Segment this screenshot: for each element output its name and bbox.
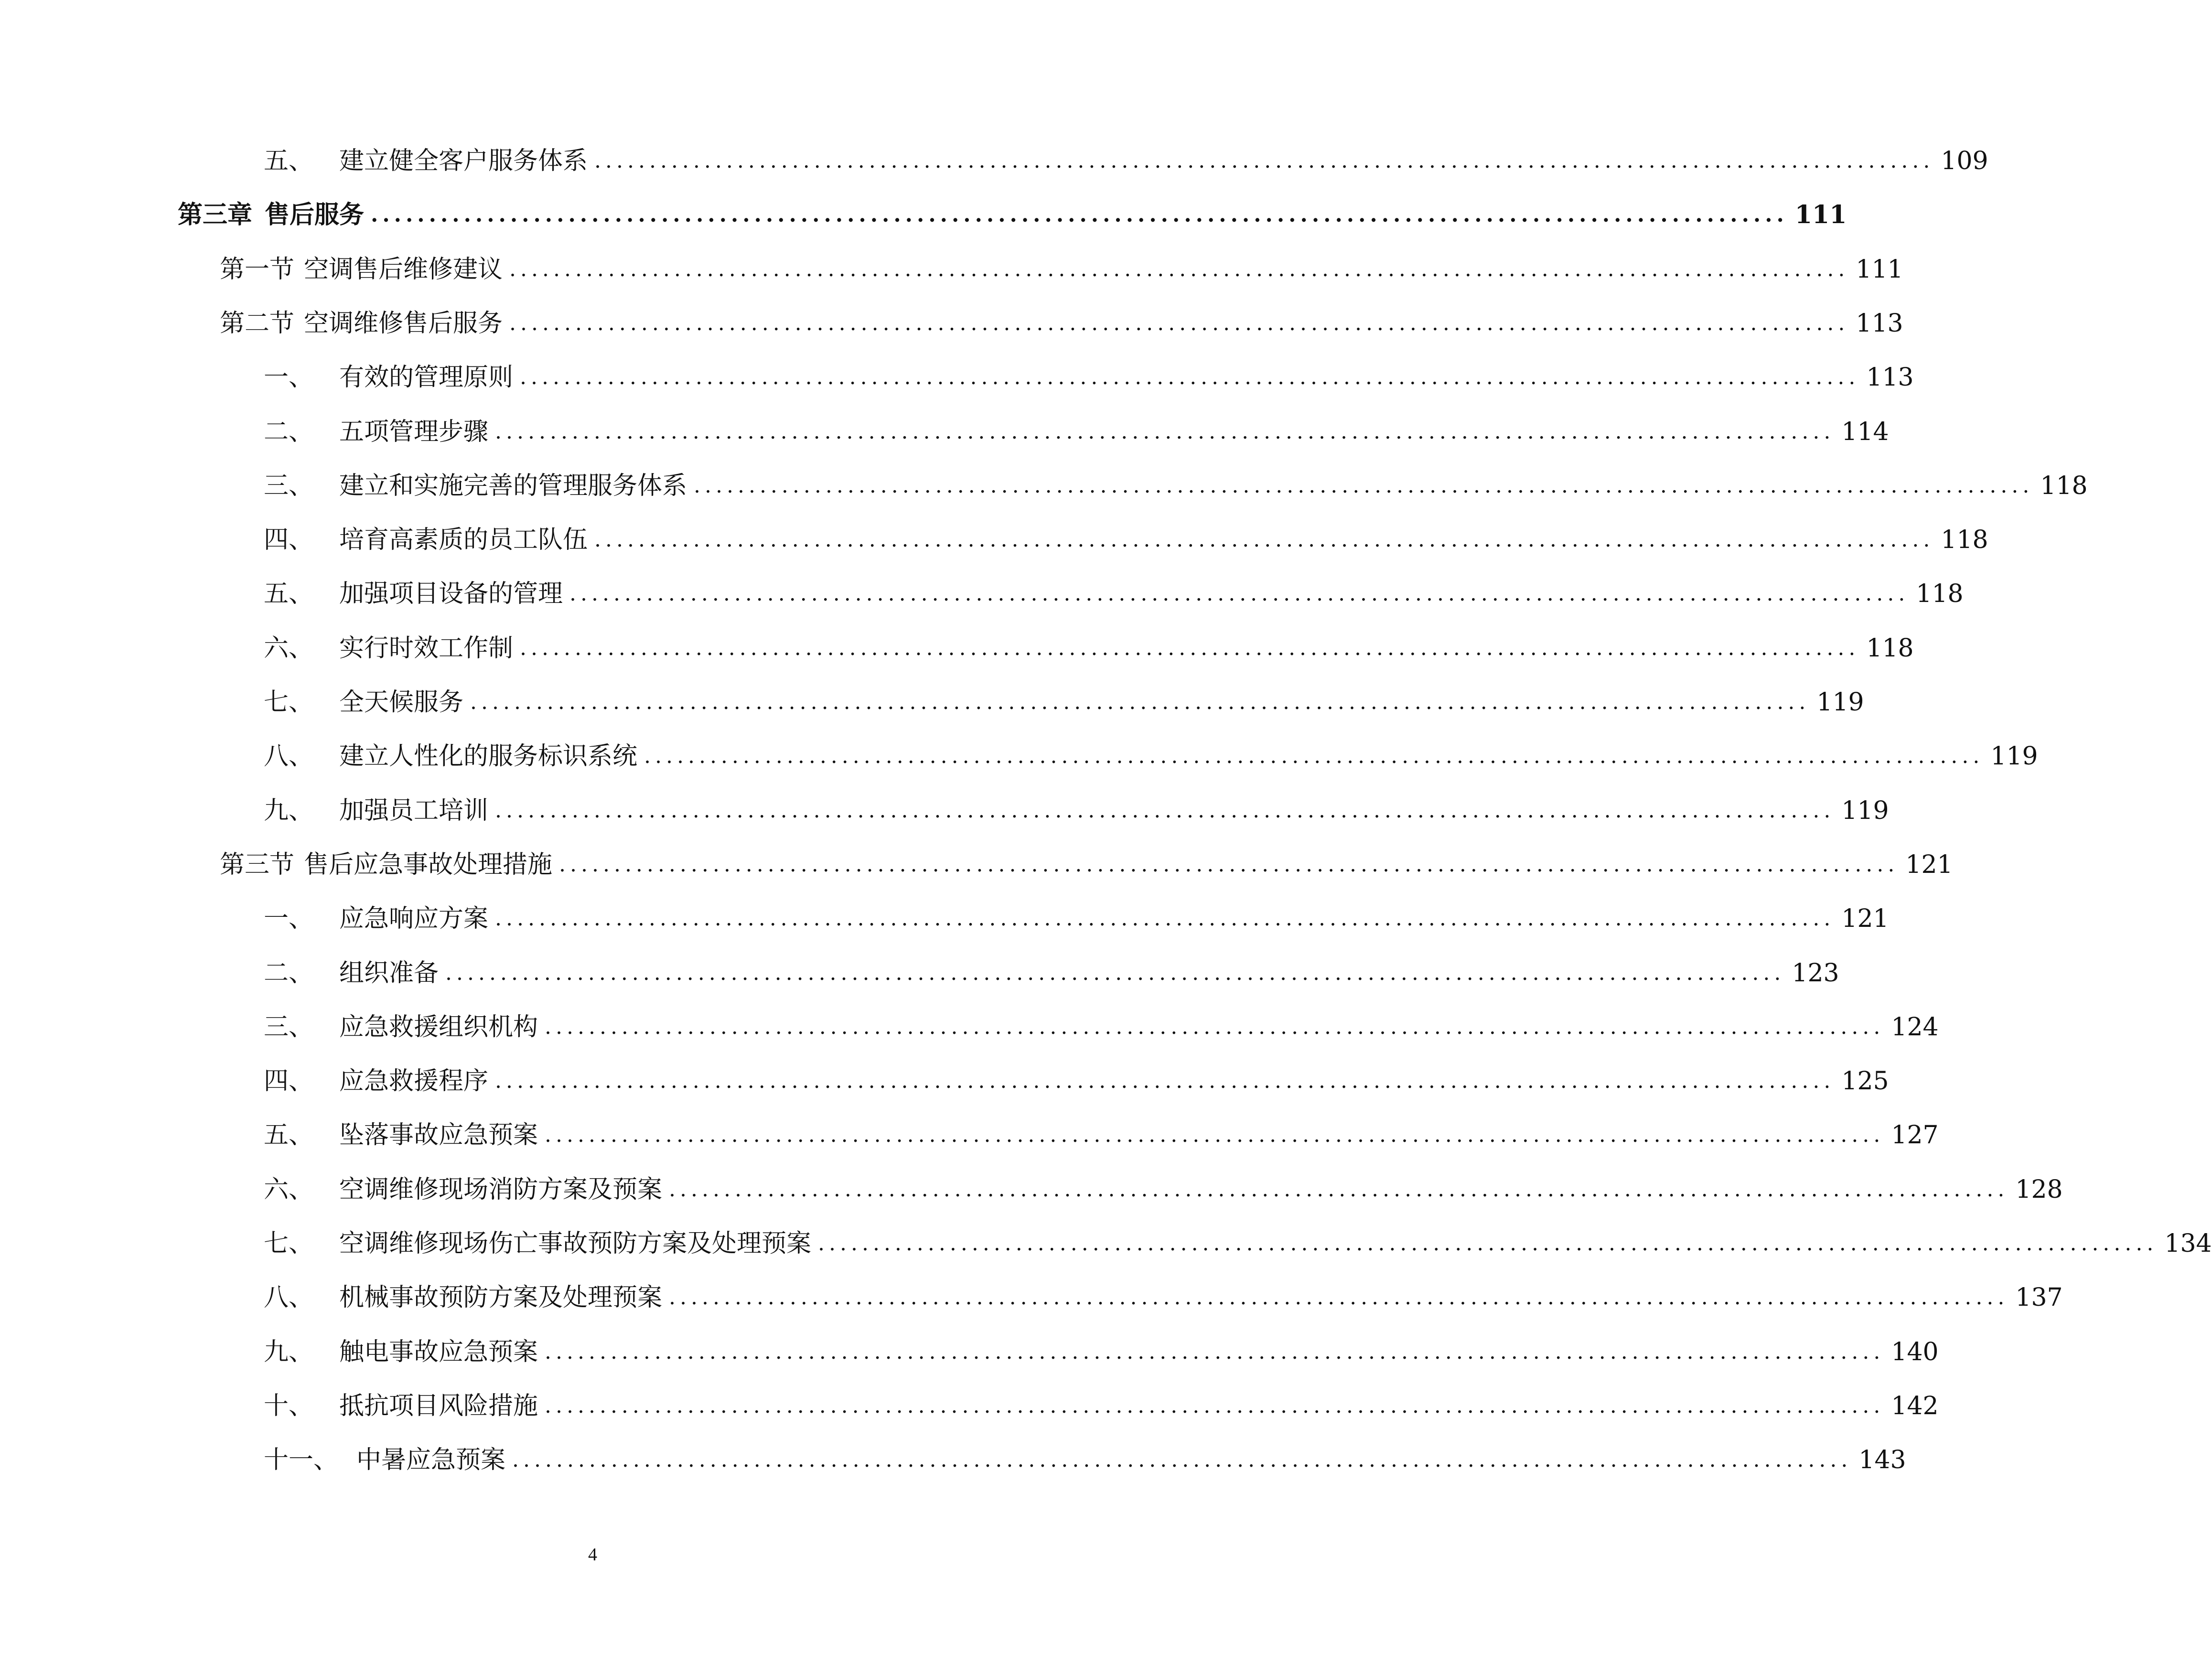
- dot-leader: ..........................................................................................................................: [445, 961, 1785, 985]
- toc-entry-page: 128: [2015, 1175, 2063, 1204]
- toc-entry-number: 四、: [264, 1067, 314, 1096]
- toc-entry-number: 七、: [264, 688, 314, 717]
- toc-entry-title: 实行时效工作制: [339, 634, 514, 663]
- dot-leader: ..........................................................................................................................: [545, 1123, 1885, 1147]
- dot-leader: ..........................................................................................................................: [470, 690, 1810, 714]
- toc-entry[interactable]: [264, 1166, 2063, 1214]
- toc-section-entry[interactable]: [220, 300, 1903, 347]
- toc-entry[interactable]: [264, 1003, 1939, 1051]
- toc-entry-number: 十、: [264, 1392, 314, 1420]
- toc-entry[interactable]: [264, 1328, 1939, 1376]
- toc-entry-number: 七、: [264, 1229, 314, 1258]
- toc-entry-number: 五、: [264, 580, 314, 608]
- toc-entry-number: 五、: [264, 147, 314, 175]
- toc-section-entry[interactable]: [220, 841, 1953, 889]
- dot-leader: ..........................................................................................................................: [545, 1394, 1885, 1418]
- toc-entry-title: 空调售后维修建议: [304, 255, 503, 284]
- dot-leader: ..........................................................................................................................: [569, 581, 1910, 606]
- toc-entry-page: 113: [1856, 309, 1903, 338]
- toc-entry-page: 119: [1841, 796, 1889, 825]
- toc-entry-page: 118: [2040, 472, 2088, 500]
- toc-entry-page: 118: [1941, 526, 1988, 554]
- toc-entry-title: 触电事故应急预案: [339, 1338, 538, 1366]
- dot-leader: ..........................................................................................................................: [594, 527, 1934, 552]
- toc-entry-page: 121: [1905, 850, 1953, 879]
- toc-entry-number: 六、: [264, 634, 314, 663]
- toc-entry-title: 加强员工培训: [339, 796, 489, 825]
- toc-entry-page: 118: [1916, 580, 1964, 608]
- toc-entry-title: 售后应急事故处理措施: [304, 850, 553, 879]
- toc-entry-page: 123: [1792, 959, 1839, 988]
- toc-chapter-entry[interactable]: [178, 191, 1847, 239]
- toc-entry-number: 五、: [264, 1121, 314, 1150]
- toc-entry-title: 建立人性化的服务标识系统: [339, 742, 638, 771]
- toc-entry-page: 119: [1816, 688, 1864, 717]
- page-number: 4: [588, 1545, 597, 1565]
- dot-leader: ..........................................................................................................................: [509, 311, 1849, 335]
- dot-leader: ..........................................................................................................................: [512, 1448, 1852, 1472]
- toc-entry-number: 八、: [264, 1283, 314, 1312]
- toc-entry-number: 二、: [264, 959, 314, 988]
- dot-leader: ..........................................................................................................................: [495, 419, 1835, 444]
- dot-leader: ..........................................................................................................................: [509, 257, 1849, 281]
- toc-entry[interactable]: [264, 1382, 1939, 1430]
- toc-entry[interactable]: [264, 1436, 1906, 1484]
- toc-entry-number: 三、: [264, 472, 314, 500]
- toc-entry-title: 空调维修售后服务: [304, 309, 503, 338]
- toc-entry[interactable]: [264, 732, 2038, 780]
- toc-entry-number: 第一节: [220, 255, 295, 284]
- toc-entry-page: 137: [2015, 1283, 2063, 1312]
- toc-entry[interactable]: [264, 895, 1889, 943]
- toc-entry-title: 应急救援组织机构: [339, 1013, 538, 1042]
- toc-entry-title: 空调维修现场消防方案及预案: [339, 1175, 663, 1204]
- toc-entry[interactable]: [264, 408, 1889, 456]
- toc-entry[interactable]: [264, 949, 1839, 997]
- toc-entry-page: 143: [1858, 1446, 1906, 1474]
- toc-entry[interactable]: [264, 787, 1889, 835]
- toc-entry-title: 售后服务: [265, 200, 365, 229]
- toc-entry-title: 建立和实施完善的管理服务体系: [339, 472, 687, 500]
- dot-leader: ..........................................................................................................................: [545, 1015, 1885, 1039]
- toc-entry[interactable]: [264, 1057, 1889, 1105]
- toc-entry[interactable]: [264, 516, 1988, 564]
- toc-entry-number: 三、: [264, 1013, 314, 1042]
- dot-leader: ..........................................................................................................................: [644, 744, 1984, 768]
- toc-entry-title: 组织准备: [339, 959, 439, 988]
- toc-entry-title: 应急响应方案: [339, 904, 489, 933]
- toc-entry-title: 建立健全客户服务体系: [339, 147, 588, 175]
- toc-entry-number: 第三节: [220, 850, 295, 879]
- toc-entry-page: 124: [1891, 1013, 1939, 1042]
- toc-entry[interactable]: [264, 1111, 1939, 1159]
- toc-entry-number: 八、: [264, 742, 314, 771]
- toc-entry-title: 有效的管理原则: [339, 363, 514, 392]
- toc-entry[interactable]: [264, 354, 1914, 401]
- toc-entry-title: 应急救援程序: [339, 1067, 489, 1096]
- toc-entry-number: 四、: [264, 526, 314, 554]
- dot-leader: ..........................................................................................................................: [818, 1231, 2158, 1256]
- toc-entry-page: 127: [1891, 1121, 1939, 1150]
- toc-entry[interactable]: [264, 1220, 2212, 1268]
- dot-leader: ..........................................................................................................................: [520, 365, 1860, 389]
- dot-leader: ..........................................................................................................................: [495, 1069, 1835, 1093]
- toc-entry-page: 113: [1866, 363, 1914, 392]
- dot-leader: ..........................................................................................................................: [495, 906, 1835, 931]
- toc-entry-page: 119: [1990, 742, 2038, 771]
- toc-entry-page: 114: [1841, 418, 1889, 446]
- toc-entry-number: 一、: [264, 904, 314, 933]
- toc-entry-number: 第三章: [178, 200, 253, 229]
- toc-entry[interactable]: [264, 570, 1964, 618]
- toc-entry-number: 十一、: [264, 1446, 339, 1474]
- toc-entry[interactable]: [264, 678, 1864, 726]
- dot-leader: ..........................................................................................................................: [520, 636, 1860, 660]
- dot-leader: ..........................................................................................................................: [594, 149, 1934, 173]
- toc-entry-title: 加强项目设备的管理: [339, 580, 563, 608]
- toc-entry-page: 121: [1841, 904, 1889, 933]
- toc-entry-page: 142: [1891, 1392, 1939, 1420]
- dot-leader: ..........................................................................................................................: [371, 203, 1788, 227]
- toc-entry-title: 五项管理步骤: [339, 418, 489, 446]
- dot-leader: ..........................................................................................................................: [545, 1340, 1885, 1364]
- dot-leader: ..........................................................................................................................: [559, 852, 1899, 877]
- toc-entry-title: 空调维修现场伤亡事故预防方案及处理预案: [339, 1229, 812, 1258]
- toc-entry-number: 六、: [264, 1175, 314, 1204]
- toc-entry[interactable]: [264, 624, 1914, 672]
- toc-entry-number: 二、: [264, 418, 314, 446]
- toc-entry[interactable]: [264, 1274, 2063, 1321]
- toc-entry-title: 抵抗项目风险措施: [339, 1392, 538, 1420]
- toc-section-entry[interactable]: [220, 246, 1903, 293]
- toc-entry-number: 一、: [264, 363, 314, 392]
- toc-entry-page: 111: [1794, 200, 1847, 229]
- dot-leader: ..........................................................................................................................: [669, 1285, 2009, 1310]
- toc-entry-page: 109: [1941, 147, 1988, 175]
- toc-entry[interactable]: [264, 137, 1988, 185]
- dot-leader: ..........................................................................................................................: [495, 798, 1835, 823]
- dot-leader: ..........................................................................................................................: [694, 473, 2034, 498]
- toc-entry[interactable]: [264, 462, 2088, 510]
- toc-entry-title: 培育高素质的员工队伍: [339, 526, 588, 554]
- toc-entry-number: 九、: [264, 1338, 314, 1366]
- toc-entry-page: 140: [1891, 1338, 1939, 1366]
- toc-entry-page: 125: [1841, 1067, 1889, 1096]
- dot-leader: ..........................................................................................................................: [669, 1177, 2009, 1202]
- toc-entry-page: 111: [1856, 255, 1903, 284]
- toc-entry-page: 118: [1866, 634, 1914, 663]
- toc-entry-title: 全天候服务: [339, 688, 464, 717]
- toc-entry-page: 134: [2164, 1229, 2212, 1258]
- toc-entry-title: 中暑应急预案: [356, 1446, 506, 1474]
- toc-entry-title: 坠落事故应急预案: [339, 1121, 538, 1150]
- toc-entry-number: 九、: [264, 796, 314, 825]
- toc-entry-number: 第二节: [220, 309, 295, 338]
- toc-entry-title: 机械事故预防方案及处理预案: [339, 1283, 663, 1312]
